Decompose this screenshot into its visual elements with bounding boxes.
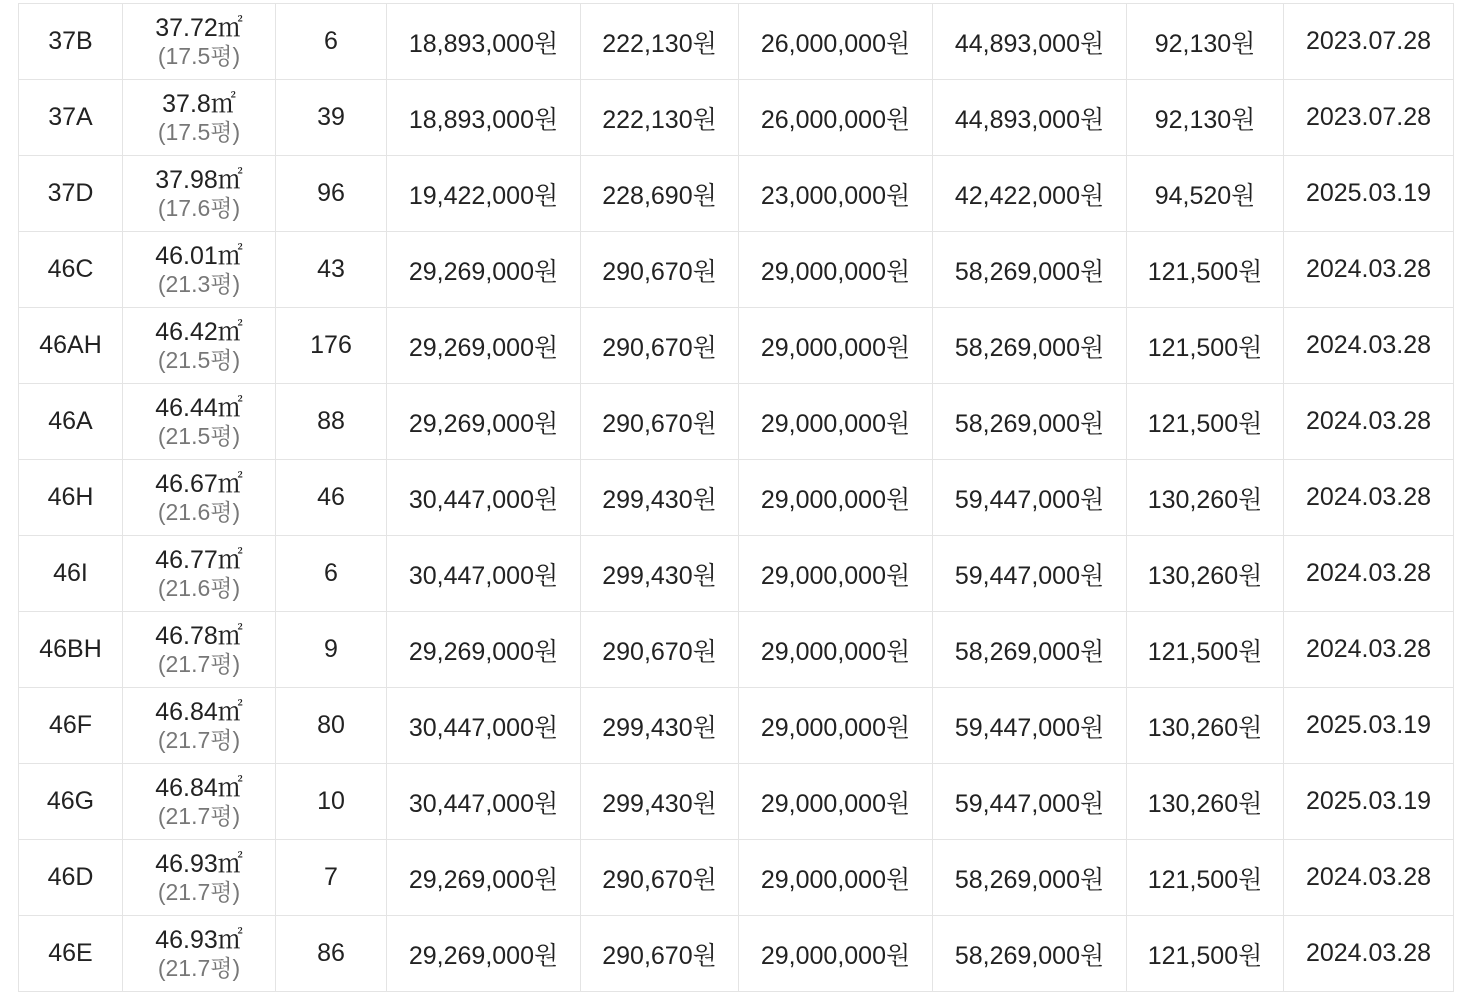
amount-cell-2: 290,670원	[581, 308, 739, 384]
amount-cell-2: 299,430원	[581, 764, 739, 840]
date-cell: 2023.07.28	[1284, 80, 1454, 156]
table-row	[19, 688, 1454, 764]
amount-cell-4: 59,447,000원	[933, 764, 1127, 840]
amount-cell-3: 29,000,000원	[739, 460, 933, 536]
date-cell: 2024.03.28	[1284, 840, 1454, 916]
unit-type-cell: 46AH	[19, 308, 123, 384]
date-cell: 2024.03.28	[1284, 308, 1454, 384]
amount-cell-4: 58,269,000원	[933, 612, 1127, 688]
amount-cell-3: 26,000,000원	[739, 4, 933, 80]
unit-count-cell: 86	[276, 916, 387, 992]
amount-cell-3: 29,000,000원	[739, 916, 933, 992]
amount-cell-1: 29,269,000원	[387, 232, 581, 308]
area-pyeong: (21.7평)	[157, 650, 241, 677]
amount-cell-4: 58,269,000원	[933, 840, 1127, 916]
date-cell: 2024.03.28	[1284, 536, 1454, 612]
amount-cell-4: 42,422,000원	[933, 156, 1127, 232]
unit-type-cell: 37D	[19, 156, 123, 232]
area-pyeong: (21.7평)	[157, 878, 241, 905]
area-cell	[123, 916, 276, 992]
amount-cell-4: 59,447,000원	[933, 460, 1127, 536]
amount-cell-4: 44,893,000원	[933, 4, 1127, 80]
amount-cell-2: 290,670원	[581, 916, 739, 992]
amount-cell-1: 30,447,000원	[387, 536, 581, 612]
table-row	[19, 156, 1454, 232]
amount-cell-3: 29,000,000원	[739, 688, 933, 764]
unit-count-cell: 7	[276, 840, 387, 916]
area-sqm: 37.98㎡	[155, 165, 243, 194]
area-cell	[123, 536, 276, 612]
table-row	[19, 384, 1454, 460]
table-row	[19, 612, 1454, 688]
amount-cell-2: 290,670원	[581, 232, 739, 308]
unit-count-cell: 6	[276, 4, 387, 80]
amount-cell-2: 222,130원	[581, 80, 739, 156]
unit-count-cell: 80	[276, 688, 387, 764]
date-cell: 2024.03.28	[1284, 232, 1454, 308]
area-sqm: 46.67㎡	[155, 469, 243, 498]
amount-cell-1: 30,447,000원	[387, 764, 581, 840]
area-sqm: 46.84㎡	[155, 773, 243, 802]
unit-count-cell: 88	[276, 384, 387, 460]
table-row	[19, 460, 1454, 536]
unit-type-cell: 46G	[19, 764, 123, 840]
amount-cell-2: 299,430원	[581, 688, 739, 764]
area-sqm: 37.8㎡	[162, 89, 236, 118]
area-sqm: 46.78㎡	[155, 621, 243, 650]
unit-type-cell: 46E	[19, 916, 123, 992]
amount-cell-3: 29,000,000원	[739, 612, 933, 688]
table-row	[19, 232, 1454, 308]
unit-type-cell: 46I	[19, 536, 123, 612]
table-row	[19, 308, 1454, 384]
unit-count-cell: 10	[276, 764, 387, 840]
area-pyeong: (21.5평)	[157, 346, 241, 373]
amount-cell-3: 26,000,000원	[739, 80, 933, 156]
area-cell	[123, 232, 276, 308]
area-cell	[123, 688, 276, 764]
amount-cell-2: 299,430원	[581, 460, 739, 536]
amount-cell-5: 121,500원	[1127, 612, 1284, 688]
amount-cell-1: 18,893,000원	[387, 4, 581, 80]
unit-count-cell: 96	[276, 156, 387, 232]
area-pyeong: (21.6평)	[157, 498, 241, 525]
amount-cell-5: 130,260원	[1127, 536, 1284, 612]
amount-cell-1: 29,269,000원	[387, 840, 581, 916]
amount-cell-2: 290,670원	[581, 840, 739, 916]
area-cell	[123, 80, 276, 156]
table-row	[19, 536, 1454, 612]
date-cell: 2024.03.28	[1284, 384, 1454, 460]
amount-cell-1: 30,447,000원	[387, 688, 581, 764]
amount-cell-5: 130,260원	[1127, 460, 1284, 536]
amount-cell-1: 29,269,000원	[387, 384, 581, 460]
area-sqm: 46.77㎡	[155, 545, 243, 574]
amount-cell-2: 290,670원	[581, 612, 739, 688]
unit-price-table	[18, 3, 1454, 992]
amount-cell-3: 29,000,000원	[739, 308, 933, 384]
unit-price-table-container	[18, 3, 1453, 992]
area-sqm: 37.72㎡	[155, 13, 243, 42]
amount-cell-5: 121,500원	[1127, 308, 1284, 384]
unit-type-cell: 46A	[19, 384, 123, 460]
date-cell: 2025.03.19	[1284, 688, 1454, 764]
area-sqm: 46.93㎡	[155, 849, 243, 878]
unit-type-cell: 46D	[19, 840, 123, 916]
date-cell: 2024.03.28	[1284, 612, 1454, 688]
amount-cell-3: 29,000,000원	[739, 536, 933, 612]
table-row	[19, 840, 1454, 916]
area-pyeong: (21.5평)	[157, 422, 241, 449]
area-pyeong: (21.7평)	[157, 802, 241, 829]
amount-cell-2: 290,670원	[581, 384, 739, 460]
area-cell	[123, 384, 276, 460]
area-cell	[123, 4, 276, 80]
unit-count-cell: 6	[276, 536, 387, 612]
table-row	[19, 80, 1454, 156]
amount-cell-4: 58,269,000원	[933, 308, 1127, 384]
table-row	[19, 4, 1454, 80]
amount-cell-3: 29,000,000원	[739, 232, 933, 308]
area-cell	[123, 612, 276, 688]
area-pyeong: (21.7평)	[157, 954, 241, 981]
unit-type-cell: 37B	[19, 4, 123, 80]
amount-cell-1: 29,269,000원	[387, 916, 581, 992]
table-body	[19, 4, 1454, 992]
area-sqm: 46.01㎡	[155, 241, 243, 270]
unit-type-cell: 46F	[19, 688, 123, 764]
unit-type-cell: 46C	[19, 232, 123, 308]
unit-count-cell: 46	[276, 460, 387, 536]
date-cell: 2023.07.28	[1284, 4, 1454, 80]
amount-cell-1: 19,422,000원	[387, 156, 581, 232]
area-cell	[123, 840, 276, 916]
area-cell	[123, 156, 276, 232]
area-pyeong: (21.6평)	[157, 574, 241, 601]
unit-count-cell: 43	[276, 232, 387, 308]
amount-cell-5: 130,260원	[1127, 688, 1284, 764]
amount-cell-5: 121,500원	[1127, 840, 1284, 916]
unit-count-cell: 9	[276, 612, 387, 688]
area-pyeong: (17.5평)	[157, 118, 241, 145]
area-cell	[123, 460, 276, 536]
amount-cell-3: 29,000,000원	[739, 764, 933, 840]
table-row	[19, 764, 1454, 840]
amount-cell-4: 58,269,000원	[933, 232, 1127, 308]
date-cell: 2025.03.19	[1284, 764, 1454, 840]
area-cell	[123, 308, 276, 384]
amount-cell-4: 59,447,000원	[933, 536, 1127, 612]
area-sqm: 46.84㎡	[155, 697, 243, 726]
amount-cell-1: 30,447,000원	[387, 460, 581, 536]
unit-type-cell: 46BH	[19, 612, 123, 688]
amount-cell-3: 29,000,000원	[739, 840, 933, 916]
amount-cell-2: 228,690원	[581, 156, 739, 232]
amount-cell-1: 29,269,000원	[387, 308, 581, 384]
amount-cell-2: 299,430원	[581, 536, 739, 612]
amount-cell-1: 18,893,000원	[387, 80, 581, 156]
amount-cell-3: 23,000,000원	[739, 156, 933, 232]
date-cell: 2024.03.28	[1284, 916, 1454, 992]
amount-cell-5: 121,500원	[1127, 916, 1284, 992]
unit-type-cell: 46H	[19, 460, 123, 536]
area-sqm: 46.44㎡	[155, 393, 243, 422]
amount-cell-5: 121,500원	[1127, 384, 1284, 460]
area-sqm: 46.42㎡	[155, 317, 243, 346]
date-cell: 2025.03.19	[1284, 156, 1454, 232]
amount-cell-4: 59,447,000원	[933, 688, 1127, 764]
area-pyeong: (17.5평)	[157, 42, 241, 69]
amount-cell-5: 94,520원	[1127, 156, 1284, 232]
unit-count-cell: 176	[276, 308, 387, 384]
amount-cell-2: 222,130원	[581, 4, 739, 80]
amount-cell-1: 29,269,000원	[387, 612, 581, 688]
amount-cell-4: 44,893,000원	[933, 80, 1127, 156]
table-row	[19, 916, 1454, 992]
unit-count-cell: 39	[276, 80, 387, 156]
area-pyeong: (21.3평)	[157, 270, 241, 297]
area-cell	[123, 764, 276, 840]
amount-cell-5: 92,130원	[1127, 80, 1284, 156]
area-pyeong: (21.7평)	[157, 726, 241, 753]
amount-cell-5: 121,500원	[1127, 232, 1284, 308]
area-pyeong: (17.6평)	[157, 194, 241, 221]
amount-cell-5: 92,130원	[1127, 4, 1284, 80]
unit-type-cell: 37A	[19, 80, 123, 156]
amount-cell-3: 29,000,000원	[739, 384, 933, 460]
area-sqm: 46.93㎡	[155, 925, 243, 954]
amount-cell-4: 58,269,000원	[933, 384, 1127, 460]
amount-cell-4: 58,269,000원	[933, 916, 1127, 992]
amount-cell-5: 130,260원	[1127, 764, 1284, 840]
date-cell: 2024.03.28	[1284, 460, 1454, 536]
